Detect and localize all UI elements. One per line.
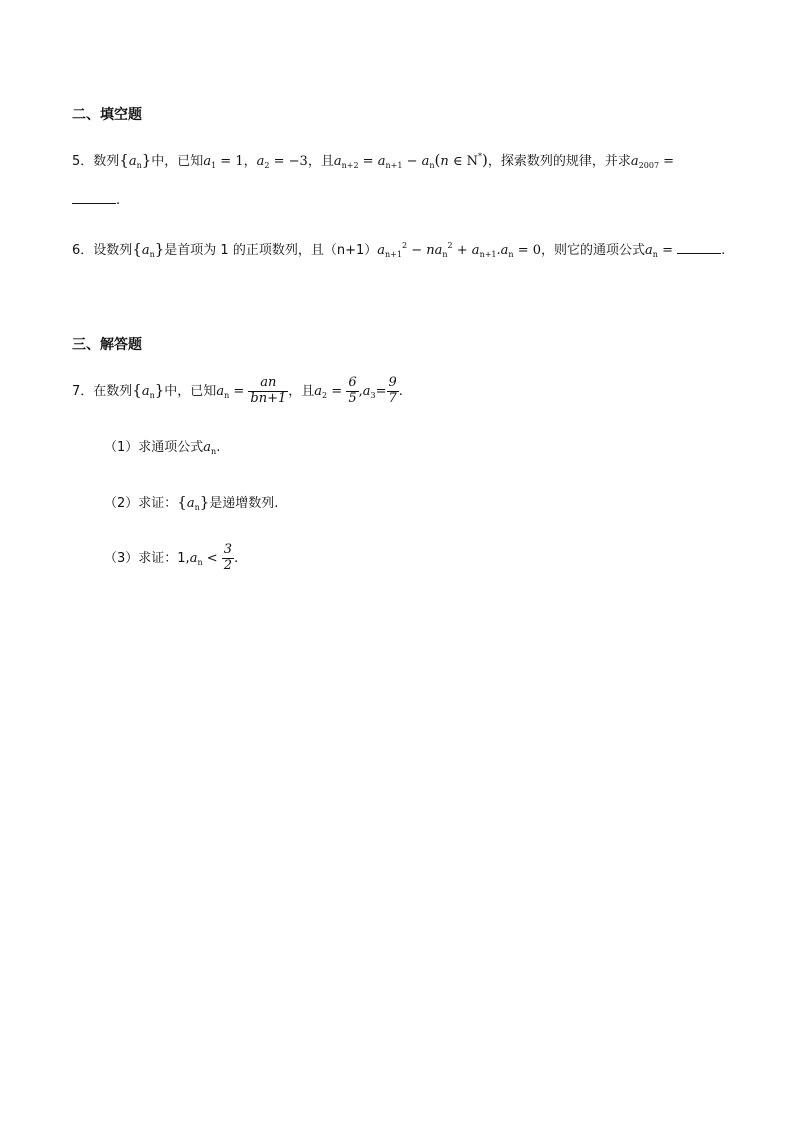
- q6-e2-sup: 2: [447, 241, 453, 250]
- q6-e2-n: n: [426, 243, 435, 258]
- q5-rec-b: a: [377, 154, 386, 169]
- question-5: [72, 153, 674, 170]
- q7-part2-a: a: [186, 496, 195, 511]
- q7-a3-eq: =: [375, 383, 387, 399]
- q5-target-eq: =: [659, 154, 675, 169]
- q7-frac-num: an: [260, 375, 277, 390]
- q5-text-3: ，探索数列的规律，并求: [487, 154, 631, 169]
- q6-brace-close: }: [154, 240, 165, 258]
- q7-part3-end: .: [234, 550, 239, 566]
- question-7: [72, 376, 403, 407]
- q5-seq-sub: n: [136, 161, 142, 170]
- q7-part2-tail: 是递增数列.: [209, 496, 279, 511]
- q7-brace-open: {: [132, 380, 142, 399]
- q6-e2-sub: n: [442, 250, 448, 259]
- q5-prefix: 5．数列: [72, 154, 120, 169]
- q7-part3-f-num: 3: [223, 542, 233, 557]
- q5-a2-sub: 2: [264, 161, 270, 170]
- q5-cond-in: ∈ N: [448, 154, 479, 169]
- q7-seq: a: [141, 383, 150, 399]
- q5-text-1: 中，已知: [151, 154, 204, 169]
- q7-part3-fraction: [222, 543, 234, 574]
- q7-part2-label: （2）求证：: [104, 496, 178, 511]
- q7-part1-end: .: [216, 440, 221, 455]
- q5-cond-sup: *: [478, 152, 483, 161]
- q6-e3: a: [471, 243, 480, 258]
- q7-part3-a-sub: n: [197, 557, 203, 567]
- q7-seq-sub: n: [149, 390, 155, 400]
- q6-prefix: 6．设数列: [72, 243, 133, 258]
- q5-brace-close: }: [141, 151, 152, 169]
- q5-target: a: [630, 154, 639, 169]
- q7-a2-sub: 2: [322, 390, 328, 400]
- q7-brace-close: }: [154, 380, 165, 399]
- section-title-solutions: 三、解答题: [72, 337, 142, 353]
- q6-gen-sub: n: [652, 250, 658, 259]
- q6-dot: .: [496, 243, 501, 258]
- q7-part1-a-sub: n: [211, 447, 217, 456]
- q7-part-1: [104, 441, 220, 456]
- q5-a1: a: [203, 154, 212, 169]
- q6-plus: +: [452, 243, 472, 258]
- section-title-fill-in: 二、填空题: [72, 107, 142, 123]
- q5-sep: ，: [243, 154, 257, 169]
- q7-fraction: [248, 376, 288, 407]
- q7-part-2: [104, 495, 278, 512]
- q6-answer-blank[interactable]: [677, 243, 721, 254]
- q6-text-1: 是首项为 1 的正项数列，且（n+1）: [164, 243, 378, 258]
- q7-part1-a: a: [203, 440, 212, 455]
- q6-e4: a: [500, 243, 509, 258]
- q6-e1-sup: 2: [401, 241, 408, 250]
- q6-gen-eq: =: [657, 243, 678, 258]
- q7-comma: ,: [358, 383, 363, 399]
- q7-part2-brace-open: {: [177, 493, 187, 511]
- q5-a2: a: [256, 154, 265, 169]
- q6-e2: a: [434, 243, 443, 258]
- q7-a3-sub: 3: [370, 390, 376, 400]
- q5-paren-open: (: [434, 151, 441, 169]
- q7-fraction-6-5: [346, 376, 358, 407]
- q6-gen: a: [645, 243, 653, 258]
- q7-text-1: 中，已知: [164, 383, 217, 399]
- q7-part3-a: a: [189, 550, 198, 566]
- q7-frac-den: bn+1: [250, 390, 287, 406]
- q6-seq: a: [141, 243, 150, 258]
- q5-rec-c: a: [421, 154, 430, 169]
- q7-part2-a-sub: n: [194, 503, 200, 512]
- q6-end: .: [721, 243, 726, 258]
- q7-a2: a: [314, 383, 323, 399]
- question-6: [72, 242, 725, 259]
- q7-f1-num: 6: [348, 375, 357, 390]
- q6-e1-sub: n+1: [385, 250, 402, 259]
- q7-part3-label: （3）求证：1,: [104, 550, 190, 566]
- q7-part3-f-den: 2: [223, 557, 233, 573]
- q5-text-2: ，且: [307, 154, 334, 169]
- q6-minus: −: [407, 243, 427, 258]
- q5-rec-eq: =: [358, 154, 378, 169]
- q6-e1: a: [377, 243, 386, 258]
- q7-f2-den: 7: [388, 390, 397, 406]
- q5-brace-open: {: [119, 151, 129, 169]
- q5-a1-value: = 1: [216, 154, 244, 169]
- q7-part3-lt: <: [202, 550, 222, 566]
- q5-paren-close: ): [482, 151, 488, 169]
- q7-f1-den: 5: [348, 390, 357, 406]
- q5-rec-a: a: [333, 154, 342, 169]
- q7-an-sub: n: [224, 390, 230, 400]
- q5-seq: a: [128, 154, 137, 169]
- q7-fraction-9-7: [387, 376, 399, 407]
- q5-end: .: [116, 193, 121, 208]
- q7-text-2: ，且: [288, 383, 315, 399]
- q5-answer-blank[interactable]: [72, 193, 116, 204]
- q5-cond-n: n: [440, 154, 449, 169]
- q5-a1-sub: 1: [211, 161, 217, 170]
- q5-target-sub: 2007: [638, 161, 660, 170]
- q5-answer-line: [72, 193, 120, 207]
- q7-part2-brace-close: }: [199, 493, 210, 511]
- q5-a2-value: = −3: [269, 154, 308, 169]
- q7-part-3: [104, 543, 238, 574]
- q6-text-2: ，则它的通项公式: [541, 243, 646, 258]
- q7-an: a: [216, 383, 225, 399]
- q7-prefix: 7．在数列: [72, 383, 133, 399]
- q7-a2-eq: =: [327, 383, 347, 399]
- q7-an-eq: =: [229, 383, 249, 399]
- q6-e3-sub: n+1: [479, 250, 497, 259]
- q7-a3: a: [362, 383, 371, 399]
- q6-e4-sub: n: [508, 250, 514, 259]
- q5-rec-minus: −: [402, 154, 422, 169]
- q6-eq0: = 0: [513, 243, 542, 258]
- q6-seq-sub: n: [149, 250, 155, 259]
- q7-part1-label: （1）求通项公式: [104, 440, 204, 455]
- q6-brace-open: {: [132, 240, 142, 258]
- q7-end: .: [398, 383, 403, 399]
- q7-f2-num: 9: [388, 375, 397, 390]
- q5-rec-b-sub: n+1: [385, 161, 403, 170]
- q5-rec-a-sub: n+2: [341, 161, 359, 170]
- q5-rec-c-sub: n: [429, 161, 435, 170]
